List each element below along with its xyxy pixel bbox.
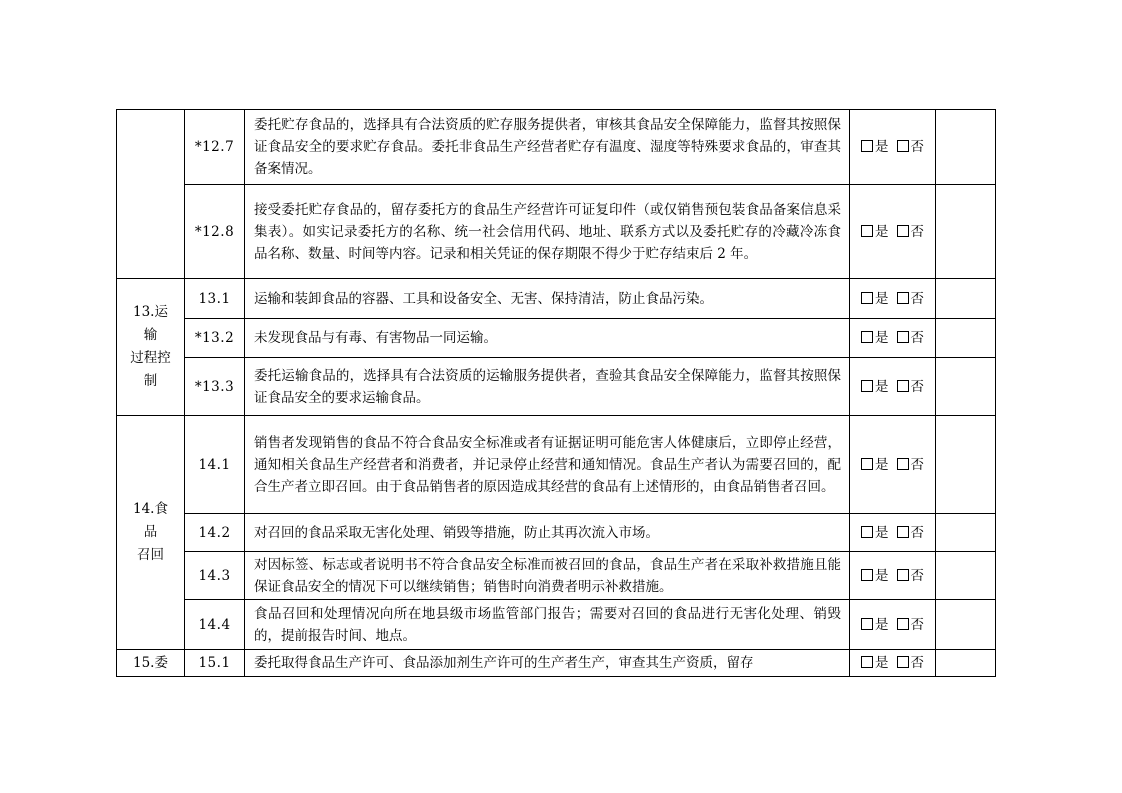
- remarks-cell[interactable]: [936, 319, 996, 358]
- category-line: 制: [143, 373, 158, 389]
- item-number: 13.1: [185, 279, 245, 319]
- yes-checkbox[interactable]: [861, 225, 873, 237]
- yes-checkbox[interactable]: [861, 292, 873, 304]
- remarks-cell[interactable]: [936, 416, 996, 514]
- yes-no-options: [850, 552, 936, 600]
- no-label: 否: [910, 139, 924, 155]
- item-number: 15.1: [185, 650, 245, 677]
- no-checkbox[interactable]: [897, 618, 909, 630]
- yes-no-options: [850, 110, 936, 185]
- remarks-cell[interactable]: [936, 552, 996, 600]
- remarks-cell[interactable]: [936, 358, 996, 416]
- yes-label: 是: [875, 616, 889, 633]
- item-number: 14.3: [185, 552, 245, 600]
- item-description: 对召回的食品采取无害化处理、销毁等措施，防止其再次流入市场。: [245, 514, 850, 552]
- item-description: 委托贮存食品的，选择具有合法资质的贮存服务提供者，审核其食品安全保障能力，监督其按照保证食品安全的要求贮存食品。委托非食品生产经营者贮存有温度、湿度等特殊要求食品的，审查其备案情况。: [245, 110, 850, 185]
- yes-no-options: [850, 650, 936, 677]
- no-checkbox[interactable]: [897, 569, 909, 581]
- no-label: 否: [910, 616, 924, 633]
- yes-checkbox[interactable]: [861, 618, 873, 630]
- category-line: 过程控: [130, 350, 171, 366]
- category-line: 召回: [137, 547, 164, 563]
- item-number: *13.3: [185, 358, 245, 416]
- item-description: 委托运输食品的，选择具有合法资质的运输服务提供者，查验其食品安全保障能力，监督其按照保证食品安全的要求运输食品。: [245, 358, 850, 416]
- table-row: [117, 552, 996, 600]
- yes-label: 是: [875, 139, 889, 155]
- category-line: 13.运: [133, 304, 168, 320]
- item-number: 14.4: [185, 600, 245, 650]
- table-row: [117, 358, 996, 416]
- no-label: 否: [910, 290, 924, 307]
- item-number: 14.1: [185, 416, 245, 514]
- yes-label: 是: [875, 290, 889, 307]
- yes-label: 是: [875, 524, 889, 541]
- item-number: *13.2: [185, 319, 245, 358]
- category-cell: 15.委: [117, 650, 185, 677]
- yes-no-options: [850, 416, 936, 514]
- item-number: *12.8: [185, 185, 245, 279]
- category-cell: [117, 110, 185, 279]
- no-label: 否: [910, 524, 924, 541]
- table-row: [117, 650, 996, 677]
- no-checkbox[interactable]: [897, 292, 909, 304]
- no-label: 否: [910, 378, 924, 395]
- table-row: [117, 279, 996, 319]
- yes-checkbox[interactable]: [861, 380, 873, 392]
- yes-checkbox[interactable]: [861, 140, 873, 152]
- remarks-cell[interactable]: [936, 600, 996, 650]
- yes-checkbox[interactable]: [861, 331, 873, 343]
- item-description: 委托取得食品生产许可、食品添加剂生产许可的生产者生产，审查其生产资质，留存: [245, 650, 850, 677]
- yes-no-options: [850, 514, 936, 552]
- no-checkbox[interactable]: [897, 526, 909, 538]
- yes-label: 是: [875, 378, 889, 395]
- category-line: 品: [143, 524, 158, 540]
- yes-checkbox[interactable]: [861, 656, 873, 668]
- no-checkbox[interactable]: [897, 140, 909, 152]
- no-checkbox[interactable]: [897, 656, 909, 668]
- table-row: [117, 514, 996, 552]
- yes-label: 是: [875, 223, 889, 240]
- yes-label: 是: [875, 567, 889, 584]
- no-checkbox[interactable]: [897, 458, 909, 470]
- no-checkbox[interactable]: [897, 225, 909, 237]
- no-label: 否: [910, 330, 924, 346]
- remarks-cell[interactable]: [936, 185, 996, 279]
- remarks-cell[interactable]: [936, 279, 996, 319]
- table-row: [117, 319, 996, 358]
- yes-label: 是: [875, 456, 889, 473]
- item-description: 销售者发现销售的食品不符合食品安全标准或者有证据证明可能危害人体健康后，立即停止经营，通知相关食品生产经营者和消费者，并记录停止经营和通知情况。食品生产者认为需要召回的，配合生产者立即召回。由于食品销售者的原因造成其经营的食品有上述情形的，由食品销售者召回。: [245, 416, 850, 514]
- table-row: [117, 416, 996, 514]
- no-checkbox[interactable]: [897, 380, 909, 392]
- yes-checkbox[interactable]: [861, 458, 873, 470]
- remarks-cell[interactable]: [936, 110, 996, 185]
- category-line: 14.食: [133, 501, 168, 517]
- item-description: 接受委托贮存食品的，留存委托方的食品生产经营许可证复印件（或仅销售预包装食品备案信息采集表）。如实记录委托方的名称、统一社会信用代码、地址、联系方式以及委托贮存的冷藏冷冻食品名称、数量、时间等内容。记录和相关凭证的保存期限不得少于贮存结束后 2 年。: [245, 185, 850, 279]
- no-label: 否: [910, 223, 924, 240]
- yes-checkbox[interactable]: [861, 569, 873, 581]
- no-label: 否: [910, 456, 924, 473]
- yes-no-options: [850, 319, 936, 358]
- item-description: 未发现食品与有毒、有害物品一同运输。: [245, 319, 850, 358]
- item-number: 14.2: [185, 514, 245, 552]
- remarks-cell[interactable]: [936, 650, 996, 677]
- remarks-cell[interactable]: [936, 514, 996, 552]
- table-row: [117, 600, 996, 650]
- item-description: 运输和装卸食品的容器、工具和设备安全、无害、保持清洁，防止食品污染。: [245, 279, 850, 319]
- item-number: *12.7: [185, 110, 245, 185]
- item-description: 食品召回和处理情况向所在地县级市场监管部门报告；需要对召回的食品进行无害化处理、销毁的，提前报告时间、地点。: [245, 600, 850, 650]
- yes-no-options: [850, 279, 936, 319]
- yes-label: 是: [875, 655, 889, 671]
- yes-checkbox[interactable]: [861, 526, 873, 538]
- category-cell: [117, 416, 185, 650]
- no-label: 否: [910, 655, 924, 671]
- table-row: [117, 110, 996, 185]
- inspection-checklist-table: [116, 109, 996, 677]
- item-description: 对因标签、标志或者说明书不符合食品安全标准而被召回的食品，食品生产者在采取补救措施且能保证食品安全的情况下可以继续销售；销售时向消费者明示补救措施。: [245, 552, 850, 600]
- yes-no-options: [850, 185, 936, 279]
- yes-no-options: [850, 600, 936, 650]
- category-cell: [117, 279, 185, 416]
- table-row: [117, 185, 996, 279]
- yes-label: 是: [875, 330, 889, 346]
- yes-no-options: [850, 358, 936, 416]
- category-line: 输: [143, 327, 158, 343]
- no-checkbox[interactable]: [897, 331, 909, 343]
- no-label: 否: [910, 567, 924, 584]
